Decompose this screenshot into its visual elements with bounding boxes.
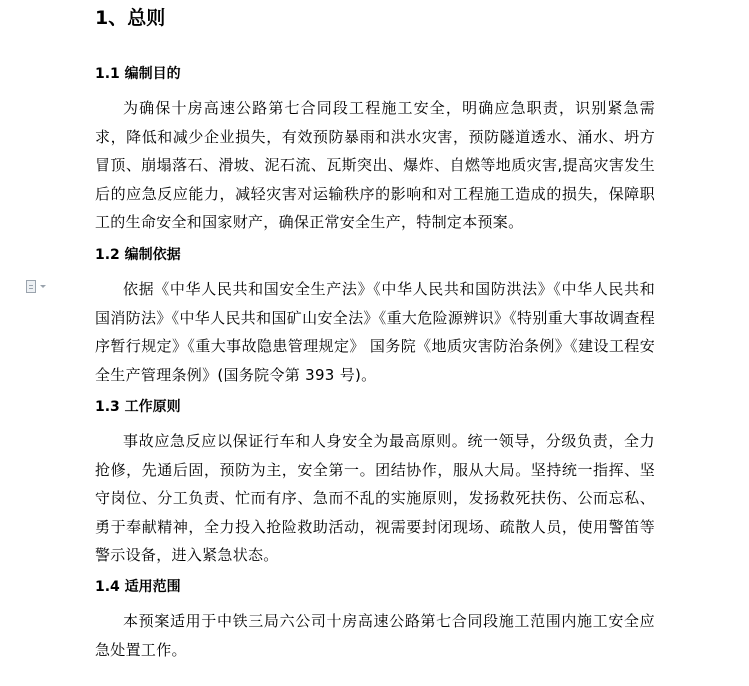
section-heading-1-4: 1.4 适用范围 [95,579,181,595]
caret-down-icon [40,285,46,288]
section-heading-1-2: 1.2 编制依据 [95,247,181,263]
section-body-1-2: 依据《中华人民共和国安全生产法》《中华人民共和国防洪法》《中华人民共和国消防法》《中华人民共和国矿山安全法》《重大危险源辨识》《特别重大事故调查程序暂行规定》《重大事故隐患管理规定》 国务院《地质灾害防治条例》《建设工程安全生产管理条例》(国务院令第 393 号)。 [95,280,655,384]
chapter-title: 1、总则 [95,7,166,29]
section-body-1-3: 事故应急反应以保证行车和人身安全为最高原则。统一领导，分级负责，全力抢修，先通后固，预防为主，安全第一。团结协作，服从大局。坚持统一指挥、坚守岗位、分工负责、忙而有序、急而不乱的实施原则，发扬救死扶伤、公而忘私、勇于奉献精神，全力投入抢险救助活动，视需要封闭现场、疏散人员，使用警笛等警示设备，进入紧急状态。 [95,432,655,564]
paragraph-marker[interactable] [26,278,56,294]
section-body-1-1: 为确保十房高速公路第七合同段工程施工安全，明确应急职责，识别紧急需求，降低和减少企业损失，有效预防暴雨和洪水灾害，预防隧道透水、涌水、坍方冒顶、崩塌落石、滑坡、泥石流、瓦斯突出、爆炸、自燃等地质灾害,提高灾害发生后的应急反应能力，减轻灾害对运输秩序的影响和对工程施工造成的损失，保障职工的生命安全和国家财产，确保正常安全生产，特制定本预案。 [95,99,655,231]
section-heading-1-1: 1.1 编制目的 [95,66,181,82]
section-heading-1-3: 1.3 工作原则 [95,399,181,415]
section-body-1-4: 本预案适用于中铁三局六公司十房高速公路第七合同段施工范围内施工安全应急处置工作。 [95,612,655,659]
document-icon [26,280,36,293]
